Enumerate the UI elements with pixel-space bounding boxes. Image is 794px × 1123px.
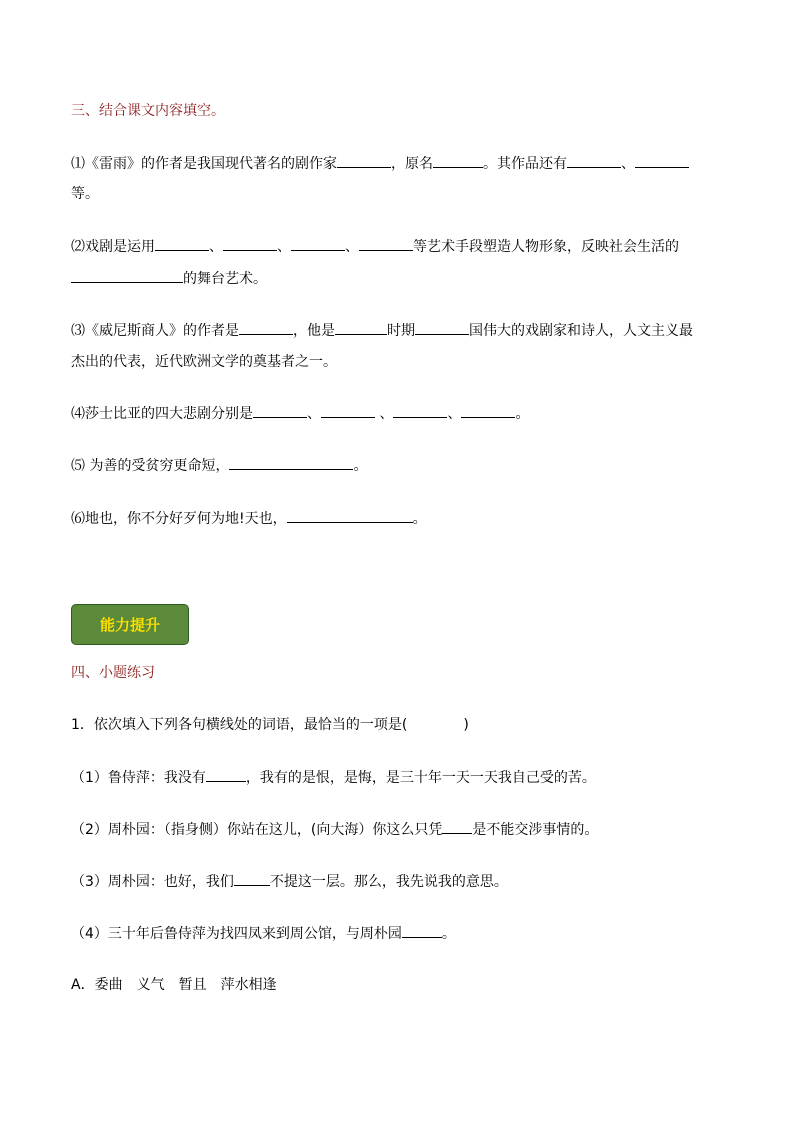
answer-blank[interactable] bbox=[442, 819, 472, 834]
exercise-1-stem: 1．依次填入下列各句横线处的词语，最恰当的一项是( ) bbox=[71, 717, 469, 733]
section-3-title: 三、结合课文内容填空。 bbox=[71, 103, 225, 119]
answer-blank[interactable] bbox=[206, 767, 246, 782]
answer-blank[interactable] bbox=[234, 871, 270, 886]
answer-blank[interactable] bbox=[393, 403, 447, 418]
answer-blank[interactable] bbox=[71, 268, 183, 283]
answer-blank[interactable] bbox=[229, 455, 353, 470]
question-1-cont: 等。 bbox=[71, 186, 99, 202]
section-4-title: 四、小题练习 bbox=[71, 665, 155, 681]
exercise-1-sentence-4: （4）三十年后鲁侍萍为找四凤来到周公馆，与周朴园 。 bbox=[71, 923, 456, 944]
answer-blank[interactable] bbox=[287, 508, 413, 523]
question-2-cont: 的舞台艺术。 bbox=[71, 268, 267, 289]
answer-blank[interactable] bbox=[321, 403, 375, 418]
answer-blank[interactable] bbox=[253, 403, 307, 418]
question-4: ⑷莎士比亚的四大悲剧分别是 、 、 、 。 bbox=[71, 403, 529, 424]
option-a[interactable]: A．委曲 义气 暂且 萍水相逢 bbox=[71, 977, 277, 993]
exercise-1-sentence-3: （3）周朴园：也好，我们 不提这一层。那么，我先说我的意思。 bbox=[71, 871, 508, 892]
exercise-1-sentence-2: （2）周朴园：（指身侧）你站在这儿，(向大海）你这么只凭 是不能交涉事情的。 bbox=[71, 819, 598, 840]
question-6: ⑹地也，你不分好歹何为地!天也， 。 bbox=[71, 508, 427, 529]
question-2: ⑵戏剧是运用 、 、 、 等艺术手段塑造人物形象，反映社会生活的 bbox=[71, 236, 679, 257]
answer-blank[interactable] bbox=[223, 236, 277, 251]
answer-blank[interactable] bbox=[239, 320, 293, 335]
answer-blank[interactable] bbox=[567, 153, 621, 168]
answer-blank[interactable] bbox=[461, 403, 515, 418]
answer-blank[interactable] bbox=[635, 153, 689, 168]
answer-blank[interactable] bbox=[335, 320, 387, 335]
exercise-1-sentence-1: （1）鲁侍萍：我没有 ，我有的是恨，是悔，是三十年一天一天我自己受的苦。 bbox=[71, 767, 596, 788]
answer-blank[interactable] bbox=[155, 236, 209, 251]
answer-blank[interactable] bbox=[359, 236, 413, 251]
question-1: ⑴《雷雨》的作者是我国现代著名的剧作家 ，原名 。其作品还有 、 bbox=[71, 153, 689, 174]
question-3-cont: 杰出的代表，近代欧洲文学的奠基者之一。 bbox=[71, 354, 337, 370]
answer-blank[interactable] bbox=[402, 923, 442, 938]
answer-blank[interactable] bbox=[337, 153, 391, 168]
ability-badge: 能力提升 bbox=[71, 604, 189, 645]
answer-blank[interactable] bbox=[415, 320, 469, 335]
question-3: ⑶《威尼斯商人》的作者是 ，他是 时期 国伟大的戏剧家和诗人，人文主义最 bbox=[71, 320, 693, 341]
answer-blank[interactable] bbox=[433, 153, 483, 168]
question-5: ⑸ 为善的受贫穷更命短， 。 bbox=[71, 455, 367, 476]
answer-blank[interactable] bbox=[291, 236, 345, 251]
